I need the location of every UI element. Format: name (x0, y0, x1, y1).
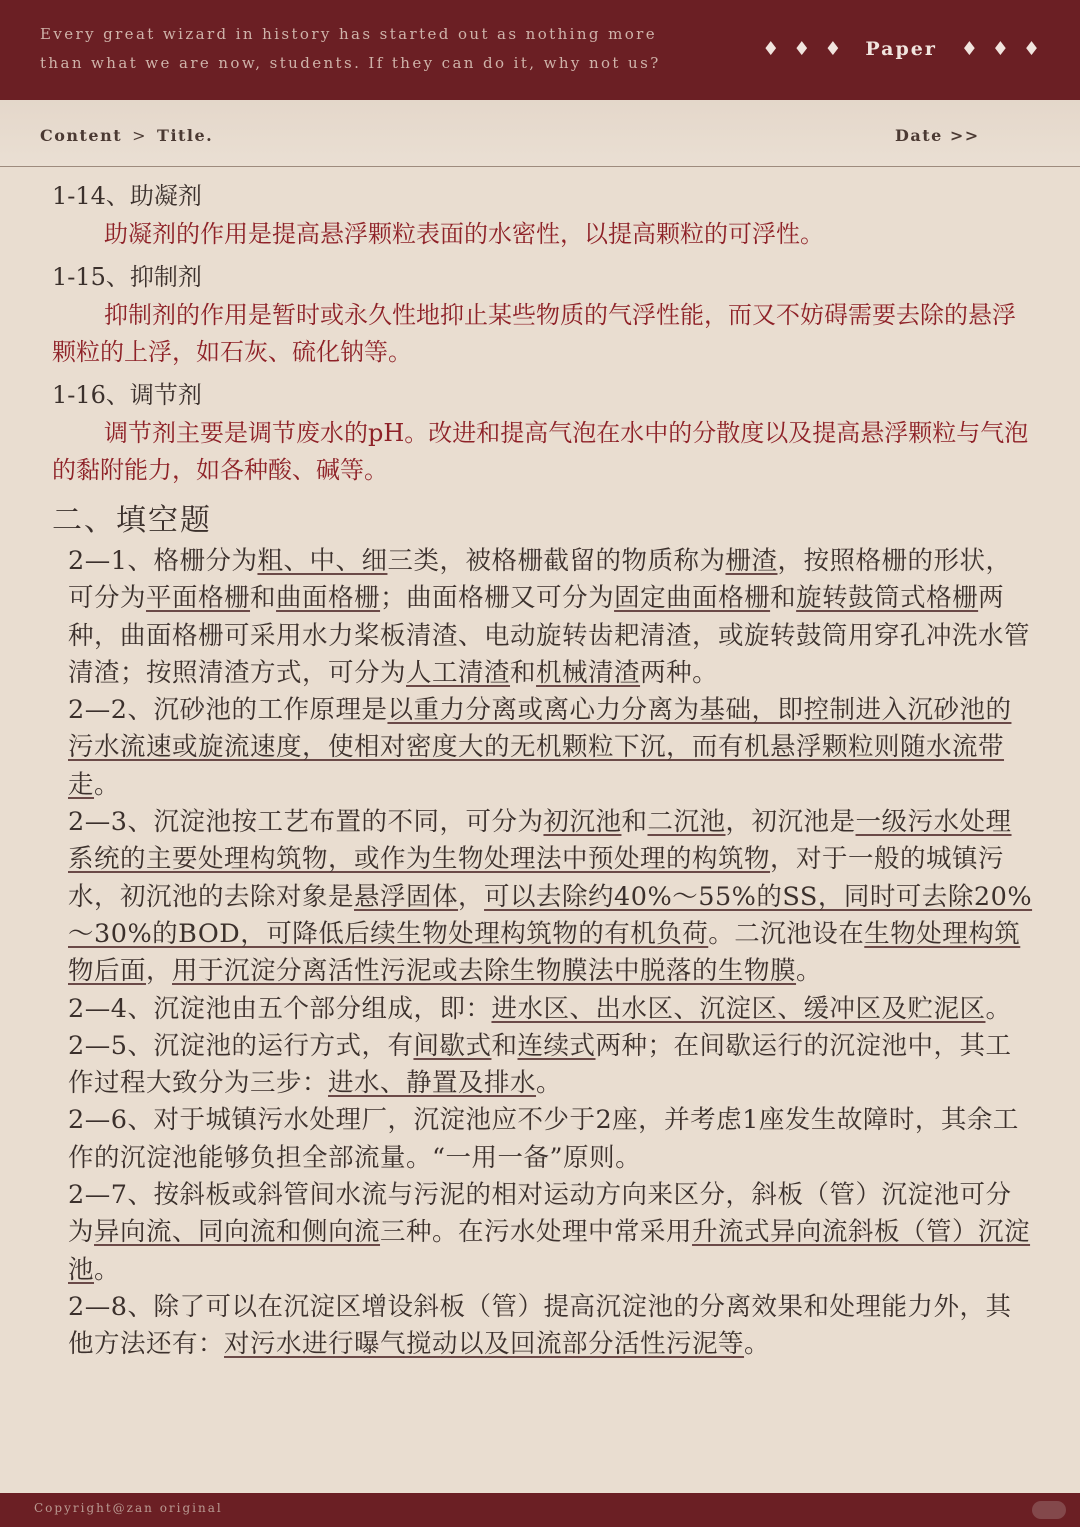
answer-blank: 进水、静置及排水 (328, 1068, 537, 1099)
diamond-icon: ♦ (960, 37, 978, 60)
answer-blank: 二沉池 (647, 807, 726, 838)
diamond-icon: ♦ (991, 37, 1009, 60)
answer-blank: 对污水进行曝气搅动以及回流部分活性污泥等 (224, 1329, 745, 1360)
copyright-text: Copyright@zan original (34, 1501, 223, 1515)
question-text: 。 (744, 1329, 771, 1360)
question-text: 和 (250, 583, 277, 614)
diamond-icon: ♦ (824, 37, 842, 60)
diamond-icon: ♦ (1022, 37, 1040, 60)
answer-blank: 人工清渣 (406, 657, 511, 688)
answer-blank: 栅渣 (725, 546, 778, 576)
question-text: 两种，曲面格栅可采用水力桨板清渣、电动旋转齿耙清渣，或旋转鼓筒用穿孔冲洗水管清渣；按照清渣方式，可分为 (68, 583, 1031, 688)
question-text: 2—1、格栅分为 (68, 546, 258, 576)
question-text: ，按照格栅的形状，可分为 (68, 546, 1012, 614)
question-text: 两种；在间歇运行的沉淀池中，其工作过程大致分为三步： (68, 1030, 1012, 1099)
section-title-1-16: 1-16、调节剂 (52, 381, 202, 409)
answer-blank: 固定曲面格栅 (614, 583, 771, 614)
breadcrumb (40, 126, 213, 145)
fill-paragraph (68, 1177, 1037, 1289)
crumb-separator: > (132, 126, 148, 145)
question-text: 两种。 (640, 657, 719, 688)
fill-paragraph (68, 804, 1037, 990)
question-text: 。 (536, 1068, 563, 1099)
answer-blank: 机械清渣 (536, 657, 641, 688)
answer-blank: 曲面格栅 (276, 583, 381, 614)
question-text: ，初沉池是 (725, 807, 856, 838)
top-banner (0, 0, 1080, 100)
answer-blank: 用于沉淀分离活性污泥或去除生物膜法中脱落的生物膜 (172, 956, 797, 987)
answer-blank: 可以去除约40%～55%的SS，同时可去除20%～30%的BOD，可降低后续生物处理构筑物的有机负荷 (68, 881, 1033, 949)
question-text: 和 (510, 657, 537, 688)
answer-blank: 一级污水处理系统的主要处理构筑物，或作为生物处理法中预处理的构筑物 (68, 807, 1012, 875)
question-text: 2—7、按斜板或斜管间水流与污泥的相对运动方向来区分，斜板（管）沉淀池可分为 (68, 1180, 1012, 1248)
answer-blank: 平面格栅 (146, 583, 251, 614)
answer-blank: 悬浮固体 (354, 881, 459, 912)
paper-mark (762, 32, 1040, 66)
answer-blank: 异向流、同向流和侧向流 (94, 1217, 381, 1248)
question-text: 和 (491, 1030, 518, 1061)
section-title-1-15: 1-15、抑制剂 (52, 263, 202, 291)
question-text: 。 (985, 993, 1012, 1024)
answer-blank: 间歇式 (413, 1030, 492, 1061)
crumb-content: Content (40, 126, 123, 145)
answer-blank: 初沉池 (543, 807, 622, 838)
paper-label: Paper (865, 38, 937, 60)
crumb-title: Title. (157, 126, 214, 145)
fill-paragraph (68, 1102, 1037, 1177)
question-text: 2—5、沉淀池的运行方式，有 (68, 1030, 414, 1061)
watermark-badge (1032, 1501, 1066, 1519)
fill-paragraph (68, 543, 1037, 692)
question-text: ， (146, 956, 173, 987)
answer-blank: 以重力分离或离心力分离为基础，即控制进入沉砂池的污水流速或旋流速度，使相对密度大的无机颗粒下沉，而有机悬浮颗粒则随水流带走 (68, 695, 1012, 800)
answer-blank: 进水区、出水区、沉淀区、缓冲区及贮泥区 (491, 993, 986, 1024)
question-text: 2—2、沉砂池的工作原理是 (68, 695, 388, 726)
fill-paragraph (68, 1289, 1037, 1364)
question-text: 2—8、除了可以在沉淀区增设斜板（管）提高沉淀池的分离效果和处理能力外，其他方法还有： (68, 1291, 1012, 1360)
date-label: Date >> (895, 126, 980, 145)
question-text: 2—3、沉淀池按工艺布置的不同，可分为 (68, 807, 544, 838)
answer-blank: 生物处理构筑物后面 (68, 918, 1021, 987)
question-text: ；曲面格栅又可分为 (380, 583, 615, 614)
question-text: ，对于一般的城镇污水，初沉池的去除对象是 (68, 844, 1005, 912)
fill-in-heading: 二、填空题 (52, 503, 212, 538)
question-text: 和 (621, 807, 648, 838)
fill-paragraph (68, 692, 1037, 804)
note-content (52, 176, 1037, 1364)
section-title-1-14: 1-14、助凝剂 (52, 182, 202, 210)
diamond-icon: ♦ (762, 37, 780, 60)
question-text: 。 (796, 956, 823, 987)
section-body-1-16: 调节剂主要是调节废水的pH。改进和提高气泡在水中的分散度以及提高悬浮颗粒与气泡的黏附能力，如各种酸、碱等。 (52, 419, 1029, 484)
question-text: 。 (94, 1254, 121, 1285)
fill-paragraph (68, 1028, 1037, 1103)
question-text: 2—4、沉淀池由五个部分组成，即： (68, 993, 492, 1024)
answer-blank: 升流式异向流斜板（管）沉淀池 (68, 1217, 1031, 1285)
answer-blank: 连续式 (517, 1030, 596, 1061)
question-text: 。二沉池设在 (708, 918, 865, 949)
question-text: ， (458, 881, 485, 912)
subheader (0, 100, 1080, 167)
question-text: 2—6、对于城镇污水处理厂，沉淀池应不少于2座，并考虑1座发生故障时，其余工作的沉淀池能够负担全部流量。“一用一备”原则。 (68, 1105, 1019, 1173)
question-text: 三类，被格栅截留的物质称为 (387, 546, 726, 576)
answer-blank: 粗、中、细 (257, 546, 388, 576)
section-body-1-14: 助凝剂的作用是提高悬浮颗粒表面的水密性，以提高颗粒的可浮性。 (104, 220, 824, 248)
fill-paragraph (68, 991, 1037, 1028)
question-text: 和 (770, 583, 797, 614)
question-text: 。 (94, 769, 121, 800)
footer-bar (0, 1493, 1080, 1527)
section-body-1-15: 抑制剂的作用是暂时或永久性地抑止某些物质的气浮性能，而又不妨碍需要去除的悬浮颗粒的上浮，如石灰、硫化钠等。 (52, 301, 1016, 366)
answer-blank: 旋转鼓筒式格栅 (796, 583, 979, 614)
diamond-icon: ♦ (793, 37, 811, 60)
question-text: 三种。在污水处理中常采用 (380, 1217, 693, 1248)
header-quote: Every great wizard in history has started out as nothing more than what we are now, students. If they can do it, why not us? (40, 25, 661, 72)
